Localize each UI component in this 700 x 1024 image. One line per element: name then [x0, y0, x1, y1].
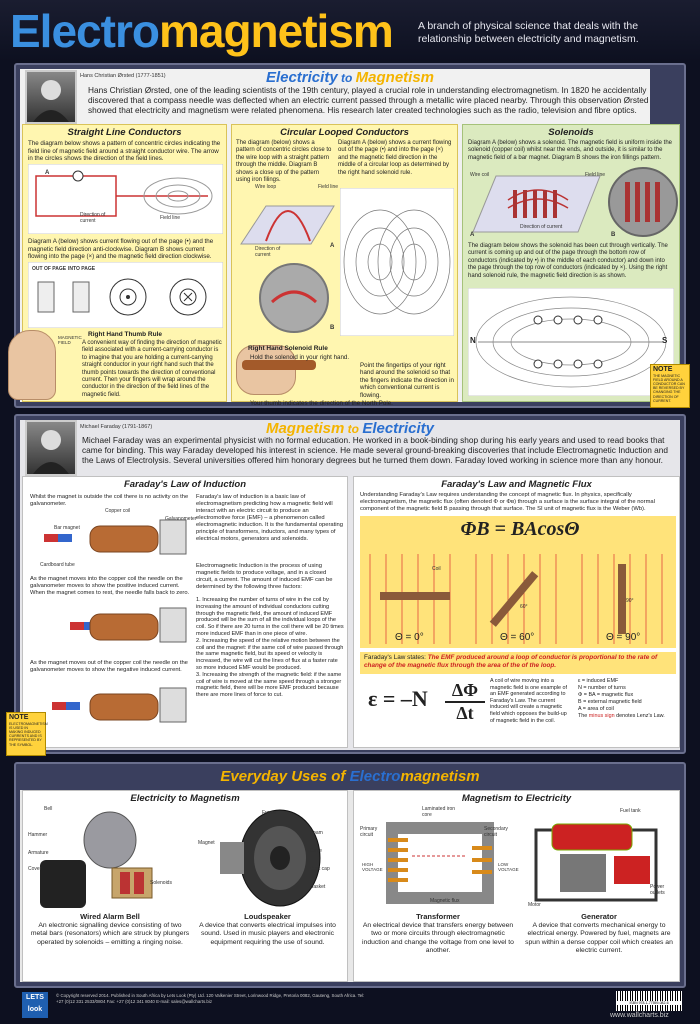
solenoid-n-label: N: [470, 336, 476, 345]
logo-top: LETS: [26, 994, 44, 1001]
transformer-label-low: LOW VOLTAGE: [498, 862, 519, 872]
poster-title: [10, 4, 393, 58]
solenoid-rule-item: Hold the solenoid in your right hand.: [250, 354, 350, 361]
straight-label-field: Field line: [160, 215, 181, 221]
bell-label-cover: Cover: [28, 866, 42, 872]
circular-text1: The diagram (below) shows a pattern of concentric circles close to the wire loop with a straight pattern through the middle. Diagram B shows a close up of the pattern using iron filings.: [236, 140, 332, 184]
generator-desc: A device that converts mechanical energy to electrical energy. Powered by fuel, magnets are spun within a dense copper coil which creates an electric current.: [525, 922, 673, 955]
solenoid-label-b: B: [611, 232, 616, 238]
speaker-label-basket: Basket: [310, 884, 326, 890]
wire-coil-label: Wire coil: [470, 172, 490, 178]
generator-label-motor: Motor: [528, 902, 541, 908]
flux-deg-60: Θ = 60°: [500, 632, 535, 643]
copyright: © Copyright reserved 2014. Published in South Africa by Lets Look (Pty) Ltd. 120 Valkenier Street, Lorinwood Ridge, Pretoria 0082, Gauteng, South Africa. Tel: +27 (0)12 331 2533/0804 Fax: +27 (0)12 341 8040 E-mail: sales@wallcharts.biz: [56, 993, 365, 1004]
bell-label-hammer: Hammer: [28, 832, 48, 838]
thumb-rule-hand-icon: [8, 330, 56, 400]
magnetic-flux-head: Faraday's Law and Magnetic Flux: [441, 479, 592, 490]
emf-fraction: [445, 680, 485, 724]
uses-title: [150, 768, 550, 785]
legend-item: B = external magnetic field: [578, 699, 642, 705]
alarm-bell-name: Wired Alarm Bell: [80, 912, 140, 921]
transformer-label-core: Laminated iron core: [422, 806, 456, 818]
solenoids-head: Solenoids: [548, 127, 594, 138]
circular-text2: Diagram A (below) shows a current flowing out of the page (•) and into the page (×) and the magnetic field direction in the middle of a circular loop as determined by the right hand solenoid rule.: [338, 140, 452, 176]
emf-formula: [368, 686, 428, 712]
bell-label-armature: Armature: [28, 850, 49, 856]
solenoid-s-label: S: [662, 336, 668, 345]
emf-numerator: ΔΦ: [445, 680, 485, 703]
uses-m2e-head: Magnetism to Electricity: [461, 793, 572, 804]
factor-item: 2. Increasing the speed of the relative motion between the coil and the magnet: if the same coil of wire passed through the same magnetic field, but its speed or velocity is increased, the wire will cut the lines of flux at a faster rate so more induced EMF would be produced.: [196, 637, 344, 671]
factor-text: Increasing the strength of the magnetic field: if the same coil of wire is moved at the same speed through a stronger magnetic field, there will be more EMF produced because there are more lines of force to cut.: [196, 671, 342, 699]
tagline: A branch of physical science that deals with the relationship between electricity and magnetism.: [418, 20, 639, 45]
transformer-illustration: [362, 808, 512, 908]
factor-item: 1. Increasing the number of turns of wire in the coil by increasing the amount of individual conductors cutting through the magnetic field, the amount of induced EMF produced will be the sum of all the individual loops of the coil. So if there are 20 turns in the coil there will be 20 times more induced EMF than in one piece of wire.: [196, 597, 344, 637]
circular-loop-diagram-a: [236, 184, 339, 252]
circular-label-a: A: [330, 243, 335, 249]
lenz-a: The: [578, 713, 589, 719]
e2m-title-b: Magnetism: [355, 69, 435, 86]
right-hand-thumb-rule-head: Right Hand Thumb Rule: [88, 331, 163, 338]
solenoid-rule-item: Your thumb indicates the direction of the North Pole.: [250, 399, 393, 407]
generator-name: Generator: [581, 912, 617, 921]
orsted-portrait: [25, 70, 77, 124]
speaker-label-cone: Cone: [310, 848, 322, 854]
solenoid-rule-item: Point the fingertips of your right hand around the solenoid so that the fingers indicate the direction in which conventional current is flowing.: [360, 361, 454, 399]
speaker-label-frame: Frame: [262, 810, 277, 816]
generator-label-outlets: Power outlets: [650, 884, 665, 896]
title-part-electro: Electro: [10, 5, 159, 57]
m2e-title-b: Electricity: [362, 420, 435, 437]
faraday-factors: [196, 597, 344, 699]
faraday-law-statement: [360, 652, 676, 674]
m2e-intro: Michael Faraday was an experimental physicist with no formal education. He worked in a book-binding shop during his early years and used to read books that came for binding. This way Faraday developed his interest in science. He made several ground-breaking discoveries that include Electromagnetic Induction and the Laws of Electrolysis. Several universities offered him honorary degrees but he turned them down. Faraday loved working in science more than any honour.: [82, 435, 669, 466]
note-heading: NOTE: [9, 714, 29, 721]
uses-title-b: Electro: [349, 768, 401, 785]
m2e-title-a: Magnetism: [265, 420, 345, 437]
straight-label-dir: Direction of current: [80, 212, 106, 224]
portrait-silhouette-icon: [27, 72, 75, 122]
emf-formula-left: ε = –N: [368, 686, 428, 711]
flux-formula: ΦB = BAcosΘ: [460, 518, 580, 540]
loudspeaker-illustration: [200, 806, 340, 910]
portrait-silhouette-icon: [27, 422, 75, 474]
cardboard-tube-label: Cardboard tube: [40, 562, 75, 568]
law-text: The EMF produced around a loop of conductor is proportional to the rate of change of the magnetic flux through the area of the of the loop.: [364, 654, 658, 669]
magnetic-field-label: MAGNETIC FIELD: [58, 335, 82, 345]
faraday-para1: Faraday's law of induction is a basic law of electromagnetism predicting how a magnetic field will interact with an electric circuit to produce an electromotive force (EMF) – a phenomenon called electromagnetic induction. It is the fundamental operating principle of transformers, inductors, and many types of electrical motors, generators and solenoids.: [196, 494, 343, 542]
lenz-b: denotes Lenz's Law.: [614, 713, 665, 719]
transformer-label-flux: Magnetic flux: [430, 898, 460, 904]
solenoids-text2: The diagram below shows the solenoid has been cut through vertically. The current is coming up and out of the page through the bottom row of conductors (indicated by •) in the middle of each conductor) and down into the page through the top row of conductors (indicated by ×). Using the right hand solenoid rule, the magnetic field direction is as shown.: [468, 243, 668, 279]
alarm-bell-illustration: [30, 806, 180, 910]
uses-e2m-head: Electricity to Magnetism: [130, 793, 240, 804]
solenoid-iron-filings-b: [607, 166, 679, 238]
factor-text: Increasing the speed of the relative motion between the coil and the magnet: if the same coil of wire passed through the same magnetic field, but its speed or velocity is increased, the wire will cut the lines of flux at a faster rate so more induced EMF would be produced.: [196, 637, 344, 671]
factor-text: Increasing the number of turns of wire in the coil by increasing the amount of individual conductors cutting through the magnetic field, the amount of induced EMF produced will be the sum of all the individual loops of the coil. So if there are 20 turns in the coil there will be 20 times more induced EMF than in one piece of wire.: [196, 597, 344, 637]
transformer-name: Transformer: [416, 912, 460, 921]
circular-label-b: B: [330, 325, 335, 331]
magnetic-flux-text: Understanding Faraday's Law requires understanding the concept of magnetic flux. In physics, specifically electromagnetism, the magnetic flux (often denoted Φ or Φв) through a surface is the surface integral of the normal component of the magnetic field B passing through that surface. The SI unit of magnetic flux is the Weber (Wb).: [360, 492, 655, 512]
note-heading: NOTE: [653, 366, 673, 373]
solenoids-text1: Diagram A (below) shows a solenoid. The magnetic field is uniform inside the solenoid (copper coil) whilst near the ends, and outside, it is similar to the magnetic field of a bar magnet. Diagram B shows the iron fillings pattern.: [468, 140, 672, 161]
circular-field-line-label: Field line: [318, 184, 339, 190]
generator-label-fuel: Fuel tank: [620, 808, 641, 814]
induction-step2: As the magnet moves into the copper coil the needle on the galvanometer moves to show the positive induced current. When the magnet comes to rest, the needle falls back to zero.: [30, 576, 190, 596]
factor-item: 3. Increasing the strength of the magnetic field: if the same coil of wire is moved at the same speed through a stronger magnetic field, there will be more EMF produced because there are more lines of force to cut.: [196, 671, 342, 699]
galvanometer-label: Galvanometer: [165, 516, 197, 522]
flux-angle-90: 90°: [626, 598, 634, 604]
e2m-intro: Hans Christian Ørsted, one of the leading scientists of the 19th century, played a crucial role in understanding electromagnetism. In 1820 he accidentally discovered that a compass needle was deflected when an electric current passed through a metallic wire placed nearby. Through this observation Ørsted showed that electricity and magnetism were related phenomena. His research later created technologies such as the radio, television and fibre optics.: [88, 85, 649, 116]
flux-angle-60: 60°: [520, 604, 528, 610]
uses-title-c: magnetism: [400, 768, 480, 785]
transformer-label-primary: Primary circuit: [360, 826, 378, 838]
circular-conductors-head: Circular Looped Conductors: [280, 127, 409, 138]
lenz-red: minus sign: [588, 713, 615, 719]
solenoid-field-lines-diagram: [468, 288, 674, 396]
faradays-law-head: Faraday's Law of Induction: [123, 479, 247, 490]
faraday-caption: Michael Faraday (1791-1867): [80, 424, 153, 430]
circular-field-lines-diagram: [340, 188, 454, 336]
right-hand-thumb-rule-text: A convenient way of finding the direction of magnetic field associated with a current-carrying conductor is to imagine that you are holding a current-carrying straight conductor in your right hand such that the thumb points towards the direction of conventional current. Then your fingers will wrap around the conductor in the direction of the field lines of the magnetic field.: [82, 340, 222, 398]
bell-label-solenoids: Solenoids: [150, 880, 172, 886]
into-page-label: INTO PAGE: [68, 266, 96, 272]
right-hand-solenoid-rule-head: Right Hand Solenoid Rule: [248, 345, 328, 352]
faraday-portrait: [25, 420, 77, 476]
bar-magnet-label: Bar magnet: [54, 525, 80, 531]
emf-description: A coil of wire moving into a magnetic field is one example of an EMF generated according to Faraday's Law. The current induced will create a magnetic field which opposes the build-up of magnetic field in the coil.: [490, 678, 568, 724]
emf-denominator: Δt: [456, 703, 474, 723]
e2m-title-a: Electricity: [265, 69, 338, 86]
speaker-label-foam: Foam: [310, 830, 323, 836]
solenoid-field-line-label: Field line: [585, 172, 606, 178]
solenoid-label-a: A: [470, 232, 475, 238]
straight-conductor-diagram: [28, 164, 223, 234]
logo-bottom: look: [27, 1006, 43, 1013]
induction-step3: As the magnet moves out of the copper coil the needle on the galvanometer moves to show the negative induced current.: [30, 660, 188, 673]
m2e-title-to: to: [344, 422, 363, 436]
straight-label-a: A: [45, 170, 50, 176]
wire-loop-label: Wire loop: [255, 184, 277, 190]
flux-deg-0: Θ = 0°: [395, 632, 424, 643]
coil-galvanometer-diagram-3: [30, 680, 190, 736]
speaker-label-magnet: Magnet: [198, 840, 215, 846]
loudspeaker-desc: A device that converts electrical impulses into sound. Used in music players and electronic equipment requiring the use of sound.: [199, 922, 336, 946]
loudspeaker-name: Loudspeaker: [244, 912, 291, 921]
iron-filings-circle-b: [258, 262, 330, 334]
copper-coil-label: Copper coil: [105, 508, 131, 514]
bell-label-bell: Bell: [44, 806, 53, 812]
transformer-label-secondary: Secondary circuit: [484, 826, 508, 838]
coil-galvanometer-diagram-2: [30, 600, 190, 656]
emf-legend: [578, 678, 678, 720]
straight-text1: The diagram below shows a pattern of concentric circles indicating the field line of magnetic field around a straight conductor wire. The arrow in the circles shows the direction of the field lines.: [28, 140, 221, 163]
m2e-note: [6, 712, 46, 756]
straight-text2: Diagram A (below) shows current flowing out of the page (•) and the magnetic field direction anti-clockwise. Diagram B shows current flowing into the page (×) and the magnetic field direction clockwise.: [28, 238, 214, 261]
induction-step1: Whilst the magnet is outside the coil there is no activity on the galvanometer.: [30, 494, 189, 507]
flux-coil-label: Coil: [432, 566, 441, 572]
orsted-caption: Hans Christian Ørsted (1777-1851): [80, 73, 166, 79]
e2m-note: [650, 364, 690, 408]
note-text: THE MAGNETIC FIELD AROUND A CONDUCTOR CAN BE REVERSED BY CHANGING THE DIRECTION OF CURRENT.: [653, 373, 685, 403]
e2m-title-to: to: [337, 71, 356, 85]
faraday-para2: Electromagnetic Induction is the process of using magnetic fields to produce voltage, and in a closed circuit, a current. The amount of induced EMF can be determined by the following three factors:: [196, 563, 333, 590]
transformer-desc: An electrical device that transfers energy between two or more circuits through electromagnetic induction and change the voltage from one level to another.: [362, 922, 514, 955]
alarm-bell-desc: An electronic signalling device consisting of two metal bars (resonators) which are struck by plungers operated by solenoids – emitting a ringing noise.: [30, 922, 190, 946]
legend-item: A = area of coil: [578, 706, 614, 712]
legend-item: ε = induced EMF: [578, 678, 619, 684]
lenz-note: [578, 713, 678, 720]
legend-item: Φ = BA = magnetic flux: [578, 692, 634, 698]
solenoid-dir-current-label: Direction of current: [520, 224, 563, 230]
note-text: ELECTROMAGNETISM IS USED IN MAKING INDUCED CURRENTS AND IS REPRESENTED BY THE SYMBOL.: [9, 721, 48, 747]
e2m-title: [160, 69, 540, 86]
flux-deg-90: Θ = 90°: [606, 632, 641, 643]
lets-look-logo: [22, 992, 48, 1018]
website[interactable]: www.wallcharts.biz: [610, 1012, 669, 1019]
legend-item: N = number of turns: [578, 685, 626, 691]
uses-title-a: Everyday Uses of: [220, 768, 350, 785]
law-prefix: Faraday's Law states:: [364, 654, 428, 661]
out-of-page-label: OUT OF PAGE: [32, 266, 67, 272]
circular-dir-current-label: Direction of current: [255, 246, 281, 258]
barcode-text: ISBN 978-1-77559-082-6: [616, 1001, 682, 1005]
speaker-label-dustcap: Dust cap: [310, 866, 330, 872]
straight-conductors-head: Straight Line Conductors: [67, 127, 182, 138]
transformer-label-high: HIGH VOLTAGE: [362, 862, 383, 872]
title-part-magnetism: magnetism: [158, 5, 393, 57]
solenoid-rule-list: [250, 354, 455, 407]
